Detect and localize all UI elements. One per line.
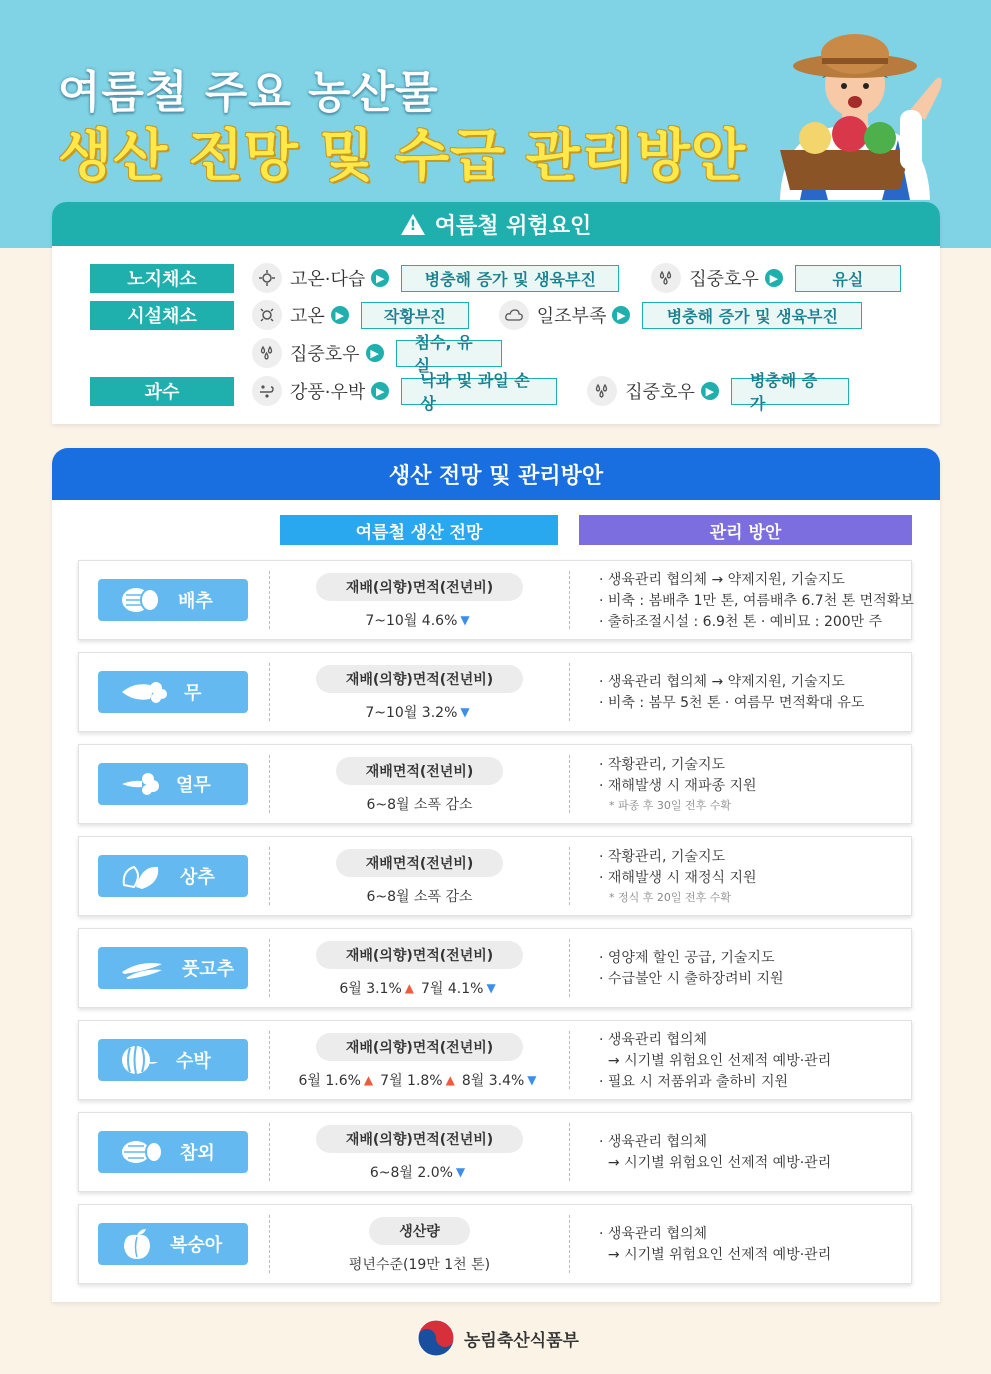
production-outlook-header: 생산 전망 및 관리방안 xyxy=(52,448,940,500)
management-line: · 생육관리 협의체 → 약제지원, 기술지도 xyxy=(599,674,845,690)
crop-name: 배추 xyxy=(178,591,213,612)
forecast-label: 재배(의향)면적(전년비) xyxy=(316,1033,523,1061)
arrow-down-icon: ▼ xyxy=(486,980,496,995)
arrow-right-icon: ▶ xyxy=(366,344,384,362)
risk-result: 병충해 증가 및 생육부진 xyxy=(401,265,619,292)
forecast-label: 재배면적(전년비) xyxy=(336,849,503,877)
crop-badge xyxy=(98,763,248,805)
crop-row-4 xyxy=(78,928,912,1008)
crop-name: 열무 xyxy=(176,775,211,796)
arrow-down-icon: ▼ xyxy=(527,1072,537,1087)
risk-result: 병충해 증가 및 생육부진 xyxy=(642,302,862,329)
forecast-text: 7월 1.8% xyxy=(380,1072,443,1089)
risk-category: 과수 xyxy=(90,377,234,406)
risk-row-open-field xyxy=(90,263,901,293)
risk-label: 고온·다습 xyxy=(290,269,366,290)
crop-row-2 xyxy=(78,744,912,824)
crop-row-6 xyxy=(78,1112,912,1192)
risk-result: 낙과 및 과일 손상 xyxy=(401,378,557,405)
management-line: · 영양제 할인 공급, 기술지도 xyxy=(599,950,775,966)
forecast-text: 8월 3.4% xyxy=(461,1072,525,1089)
forecast-value xyxy=(366,794,472,814)
management-line: · 수급불안 시 출하장려비 지원 xyxy=(599,971,784,987)
risk-label: 고온 xyxy=(290,306,325,327)
risk-factors-title: 여름철 위험요인 xyxy=(434,213,592,239)
radish-icon xyxy=(120,679,168,705)
management-cell xyxy=(599,837,757,917)
heavy-rain-icon xyxy=(252,338,282,368)
crop-badge xyxy=(98,579,248,621)
forecast-label: 재배(의향)면적(전년비) xyxy=(316,665,523,693)
forecast-text: 6월 1.6% xyxy=(298,1072,361,1089)
heat-icon xyxy=(252,300,282,330)
forecast-value xyxy=(370,1162,469,1182)
management-cell xyxy=(599,1205,831,1285)
risk-category: 시설채소 xyxy=(90,301,234,330)
forecast-value xyxy=(365,702,473,722)
management-line: · 재해발생 시 재정식 지원 xyxy=(599,870,757,886)
taegeuk-icon xyxy=(416,1318,456,1358)
arrow-down-icon: ▼ xyxy=(460,704,470,719)
arrow-up-icon: ▲ xyxy=(363,1072,374,1087)
ministry-name: 농림축산식품부 xyxy=(464,1330,579,1351)
title-line-1: 여름철 주요 농산물 xyxy=(58,67,439,118)
warning-icon xyxy=(401,214,425,235)
risk-factors-header xyxy=(52,202,940,246)
risk-label: 집중호우 xyxy=(689,269,759,290)
management-column-header: 관리 방안 xyxy=(579,515,912,545)
crop-name: 참외 xyxy=(180,1143,215,1164)
forecast-cell xyxy=(270,837,569,917)
crop-badge xyxy=(98,855,248,897)
risk-row-greenhouse xyxy=(90,300,862,330)
management-line: · 작황관리, 기술지도 xyxy=(599,757,725,773)
forecast-label: 재배(의향)면적(전년비) xyxy=(316,1125,523,1153)
forecast-label: 생산량 xyxy=(369,1217,470,1245)
crop-row-5 xyxy=(78,1020,912,1100)
forecast-cell xyxy=(270,653,569,733)
management-line: · 비축 : 봄배추 1만 톤, 여름배추 6.7천 톤 면적확보 xyxy=(599,592,914,609)
pepper-icon xyxy=(120,956,166,980)
management-cell xyxy=(599,745,757,825)
farmer-illustration-icon xyxy=(760,30,950,200)
cloud-icon xyxy=(499,300,529,330)
risk-label: 집중호우 xyxy=(290,344,360,365)
forecast-cell xyxy=(270,1205,569,1285)
forecast-column-header: 여름철 생산 전망 xyxy=(280,515,558,545)
wind-hail-icon xyxy=(252,376,282,406)
risk-category: 노지채소 xyxy=(90,264,234,293)
forecast-label: 재배면적(전년비) xyxy=(336,757,503,785)
watermelon-icon xyxy=(120,1044,160,1076)
arrow-right-icon: ▶ xyxy=(371,382,389,400)
risk-label: 집중호우 xyxy=(625,382,695,403)
crop-badge xyxy=(98,1223,248,1265)
management-cell xyxy=(599,1021,831,1101)
arrow-down-icon: ▼ xyxy=(455,1164,466,1179)
cabbage-icon xyxy=(120,586,162,614)
management-line: · 생육관리 협의체 xyxy=(599,1031,708,1048)
crop-name: 상추 xyxy=(180,867,215,888)
risk-factors-card xyxy=(52,202,940,424)
management-line: · 필요 시 저품위과 출하비 지원 xyxy=(599,1073,788,1090)
forecast-cell xyxy=(270,745,569,825)
dashed-divider xyxy=(569,1031,570,1089)
management-line: → 시기별 위험요인 선제적 예방·관리 xyxy=(599,1247,832,1263)
young-radish-icon xyxy=(120,771,160,797)
risk-label: 일조부족 xyxy=(536,306,607,327)
forecast-text: 6~8월 소폭 감소 xyxy=(366,796,473,813)
risk-result: 작황부진 xyxy=(361,302,469,329)
forecast-text: 7~10월 3.2% xyxy=(365,704,458,721)
forecast-value xyxy=(339,978,499,998)
management-note: * 정식 후 20일 전후 수확 xyxy=(609,891,731,904)
forecast-cell xyxy=(270,1113,569,1193)
crop-row-3 xyxy=(78,836,912,916)
arrow-right-icon: ▶ xyxy=(371,269,389,287)
crop-badge xyxy=(98,671,248,713)
arrow-down-icon: ▼ xyxy=(460,612,470,627)
dashed-divider xyxy=(569,663,570,721)
management-cell xyxy=(599,561,914,641)
forecast-text: 6월 3.1% xyxy=(339,980,402,997)
ministry-logo xyxy=(416,1318,579,1358)
management-line: · 생육관리 협의체 xyxy=(599,1134,708,1150)
forecast-label: 재배(의향)면적(전년비) xyxy=(316,941,523,969)
forecast-text: 7월 4.1% xyxy=(421,980,484,997)
management-line: · 출하조절시설 : 6.9천 톤 · 예비묘 : 200만 주 xyxy=(599,613,883,630)
dashed-divider xyxy=(569,939,570,997)
forecast-value xyxy=(349,1254,490,1274)
management-line: · 비축 : 봄무 5천 톤 · 여름무 면적확대 유도 xyxy=(599,695,865,711)
title-line-2: 생산 전망 및 수급 관리방안 xyxy=(58,124,747,189)
lettuce-icon xyxy=(120,861,164,891)
management-cell xyxy=(599,1113,831,1193)
forecast-value xyxy=(366,886,472,906)
forecast-cell xyxy=(270,929,569,1009)
dashed-divider xyxy=(569,847,570,905)
crop-badge xyxy=(98,1039,248,1081)
arrow-up-icon: ▲ xyxy=(445,1072,455,1087)
dashed-divider xyxy=(569,1123,570,1181)
forecast-label: 재배(의향)면적(전년비) xyxy=(316,573,523,601)
risk-result: 병충해 증가 xyxy=(731,378,849,405)
crop-badge xyxy=(98,1131,248,1173)
forecast-text: 6~8월 소폭 감소 xyxy=(366,888,473,905)
melon-icon xyxy=(120,1138,164,1166)
forecast-cell xyxy=(270,561,569,641)
management-line: · 작황관리, 기술지도 xyxy=(599,849,725,865)
management-line: · 생육관리 협의체 xyxy=(599,1226,708,1242)
peach-icon xyxy=(120,1227,154,1261)
dashed-divider xyxy=(569,1215,570,1273)
management-cell xyxy=(599,929,784,1009)
arrow-right-icon: ▶ xyxy=(612,306,630,324)
crop-row-7 xyxy=(78,1204,912,1284)
risk-result: 침수, 유실 xyxy=(396,340,502,367)
arrow-up-icon: ▲ xyxy=(404,980,414,995)
production-outlook-card xyxy=(52,448,940,1302)
management-note: * 파종 후 30일 전후 수확 xyxy=(609,799,731,812)
heavy-rain-icon xyxy=(587,376,617,406)
forecast-value xyxy=(298,1070,540,1090)
forecast-cell xyxy=(270,1021,569,1101)
risk-label: 강풍·우박 xyxy=(290,382,366,403)
crop-name: 무 xyxy=(184,683,202,704)
forecast-text: 6~8월 2.0% xyxy=(369,1164,453,1181)
management-line: · 생육관리 협의체 → 약제지원, 기술지도 xyxy=(599,571,845,588)
risk-row-greenhouse-rain xyxy=(252,333,502,375)
arrow-right-icon: ▶ xyxy=(765,269,783,287)
dashed-divider xyxy=(569,755,570,813)
heavy-rain-icon xyxy=(651,263,681,293)
forecast-text: 7~10월 4.6% xyxy=(365,612,458,629)
management-line: → 시기별 위험요인 선제적 예방·관리 xyxy=(599,1052,832,1069)
management-line: → 시기별 위험요인 선제적 예방·관리 xyxy=(599,1155,832,1171)
crop-name: 복숭아 xyxy=(170,1235,223,1256)
crop-name: 풋고추 xyxy=(182,959,235,980)
crop-row-0 xyxy=(78,560,912,640)
arrow-right-icon: ▶ xyxy=(701,382,719,400)
crop-name: 수박 xyxy=(176,1051,211,1072)
management-cell xyxy=(599,653,864,733)
arrow-right-icon: ▶ xyxy=(331,306,349,324)
crop-row-1 xyxy=(78,652,912,732)
dashed-divider xyxy=(569,571,570,629)
heat-humidity-icon xyxy=(252,263,282,293)
forecast-value xyxy=(365,610,473,630)
crop-badge xyxy=(98,947,248,989)
risk-row-fruit xyxy=(90,371,849,413)
risk-result: 유실 xyxy=(795,265,901,292)
management-line: · 재해발생 시 재파종 지원 xyxy=(599,778,757,794)
forecast-text: 평년수준(19만 1천 톤) xyxy=(348,1256,491,1273)
